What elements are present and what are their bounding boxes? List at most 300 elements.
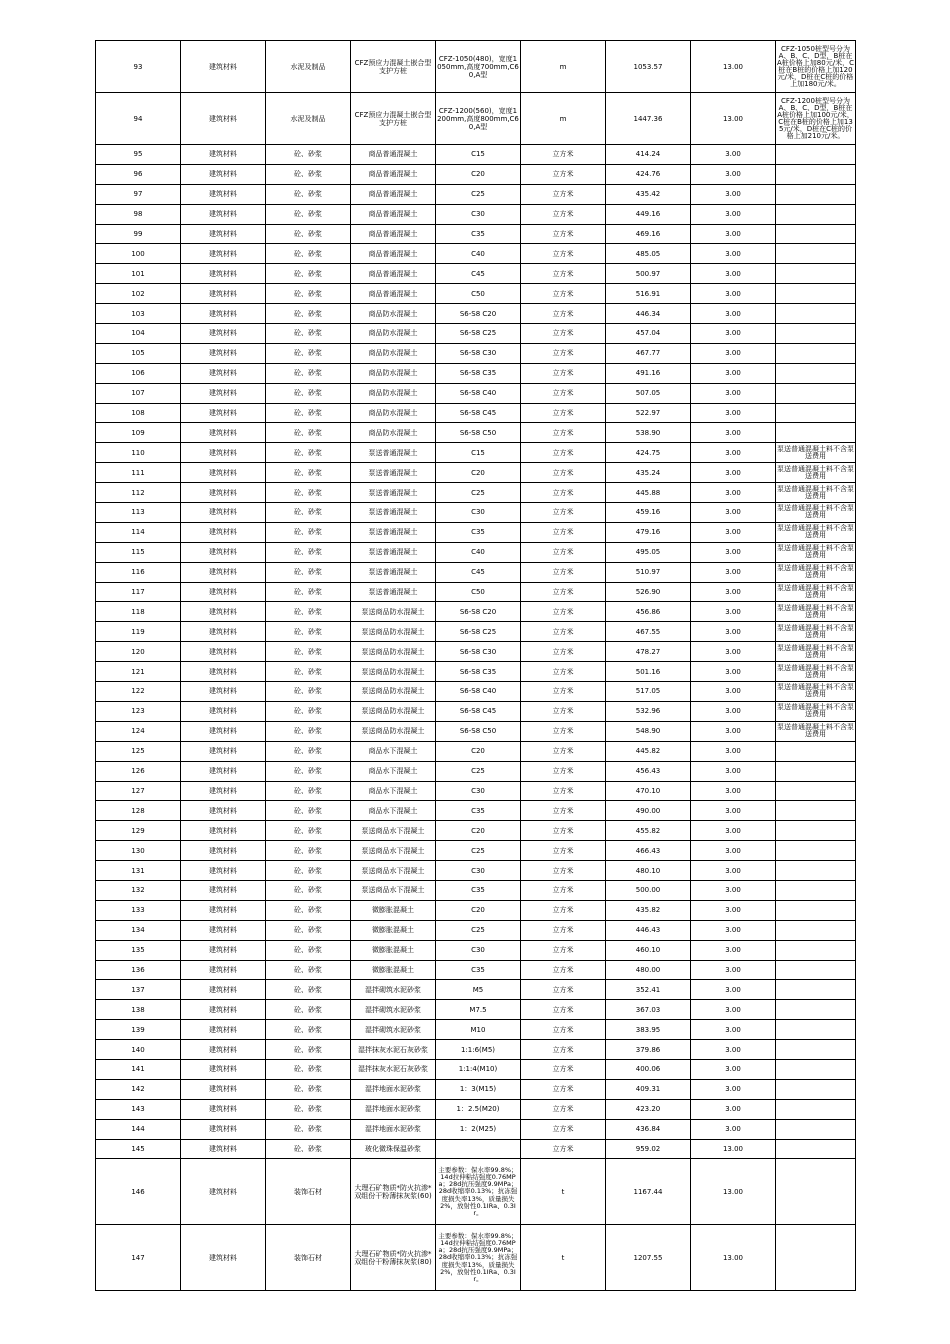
cell-price: 538.90 [606, 423, 691, 443]
cell-no: 146 [96, 1159, 181, 1225]
cell-spec: S6-S8 C20 [436, 304, 521, 324]
cell-no: 105 [96, 343, 181, 363]
cell-name: CFZ预应力混凝土嵌合型支护方桩 [351, 41, 436, 93]
table-row [96, 1079, 856, 1099]
cell-no: 110 [96, 443, 181, 463]
table-row [96, 93, 856, 145]
cell-name: 泵送商品水下混凝土 [351, 861, 436, 881]
cell-category: 建筑材料 [181, 682, 266, 702]
cell-category: 建筑材料 [181, 920, 266, 940]
cell-spec: S6-S8 C45 [436, 403, 521, 423]
cell-unit: 立方米 [521, 861, 606, 881]
cell-subcategory: 砼、砂浆 [266, 701, 351, 721]
cell-no: 101 [96, 264, 181, 284]
cell-name: 商品水下混凝土 [351, 801, 436, 821]
cell-price: 352.41 [606, 980, 691, 1000]
cell-note [776, 801, 856, 821]
cell-subcategory: 砼、砂浆 [266, 900, 351, 920]
table-row [96, 761, 856, 781]
cell-price: 491.16 [606, 363, 691, 383]
cell-spec: M5 [436, 980, 521, 1000]
cell-category: 建筑材料 [181, 821, 266, 841]
cell-tax: 3.00 [691, 761, 776, 781]
cell-unit: 立方米 [521, 244, 606, 264]
cell-no: 100 [96, 244, 181, 264]
cell-price: 507.05 [606, 383, 691, 403]
cell-spec: 1：2(M25) [436, 1119, 521, 1139]
cell-price: 510.97 [606, 562, 691, 582]
cell-subcategory: 砼、砂浆 [266, 324, 351, 344]
table-row [96, 880, 856, 900]
cell-price: 456.43 [606, 761, 691, 781]
cell-unit: 立方米 [521, 602, 606, 622]
cell-name: 商品水下混凝土 [351, 741, 436, 761]
cell-subcategory: 砼、砂浆 [266, 204, 351, 224]
cell-note [776, 1000, 856, 1020]
table-row [96, 701, 856, 721]
cell-spec: S6-S8 C40 [436, 682, 521, 702]
cell-category: 建筑材料 [181, 940, 266, 960]
cell-subcategory: 砼、砂浆 [266, 960, 351, 980]
cell-spec: S6-S8 C30 [436, 642, 521, 662]
cell-unit: 立方米 [521, 184, 606, 204]
cell-category: 建筑材料 [181, 41, 266, 93]
table-row [96, 562, 856, 582]
cell-no: 132 [96, 880, 181, 900]
cell-no: 108 [96, 403, 181, 423]
table-row [96, 184, 856, 204]
cell-category: 建筑材料 [181, 304, 266, 324]
cell-spec: C40 [436, 244, 521, 264]
cell-subcategory: 砼、砂浆 [266, 642, 351, 662]
cell-price: 517.05 [606, 682, 691, 702]
cell-unit: 立方米 [521, 423, 606, 443]
cell-unit: 立方米 [521, 841, 606, 861]
cell-no: 96 [96, 164, 181, 184]
cell-subcategory: 砼、砂浆 [266, 1040, 351, 1060]
cell-no: 142 [96, 1079, 181, 1099]
cell-price: 478.27 [606, 642, 691, 662]
cell-category: 建筑材料 [181, 1119, 266, 1139]
table-row [96, 522, 856, 542]
cell-subcategory: 砼、砂浆 [266, 1079, 351, 1099]
cell-category: 建筑材料 [181, 1139, 266, 1159]
cell-name: 商品普通混凝土 [351, 264, 436, 284]
cell-unit: 立方米 [521, 363, 606, 383]
cell-price: 490.00 [606, 801, 691, 821]
cell-name: 湿拌地面水泥砂浆 [351, 1079, 436, 1099]
cell-spec: C20 [436, 741, 521, 761]
cell-spec: C50 [436, 582, 521, 602]
cell-subcategory: 装饰石材 [266, 1225, 351, 1291]
cell-subcategory: 砼、砂浆 [266, 841, 351, 861]
cell-category: 建筑材料 [181, 503, 266, 523]
cell-no: 125 [96, 741, 181, 761]
cell-spec: C25 [436, 483, 521, 503]
cell-subcategory: 砼、砂浆 [266, 861, 351, 881]
cell-spec [436, 1139, 521, 1159]
cell-no: 133 [96, 900, 181, 920]
cell-note: 泵送普通混凝土料不含泵送费用 [776, 522, 856, 542]
table-row [96, 343, 856, 363]
cell-note: 泵送普通混凝土料不含泵送费用 [776, 443, 856, 463]
table-row [96, 204, 856, 224]
cell-tax: 3.00 [691, 443, 776, 463]
cell-subcategory: 砼、砂浆 [266, 920, 351, 940]
cell-price: 469.16 [606, 224, 691, 244]
cell-note [776, 184, 856, 204]
cell-category: 建筑材料 [181, 343, 266, 363]
cell-tax: 13.00 [691, 41, 776, 93]
cell-note [776, 383, 856, 403]
cell-spec: C35 [436, 960, 521, 980]
cell-subcategory: 砼、砂浆 [266, 443, 351, 463]
cell-unit: 立方米 [521, 1139, 606, 1159]
cell-spec: C35 [436, 801, 521, 821]
table-row [96, 1225, 856, 1291]
cell-no: 141 [96, 1059, 181, 1079]
cell-spec: CFZ-1200(560)，宽度1200mm,高度800mm,C60,A型 [436, 93, 521, 145]
cell-no: 113 [96, 503, 181, 523]
cell-spec: 主要参数：保水率99.8%；14d拉伸粘结强度0.76MPa；28d抗压强度9.9MPa；28d收缩率0.13%；抗冻强度损失率13%，质量损失2%，放射性0.1IRa、0.3Ir。 [436, 1159, 521, 1225]
cell-unit: 立方米 [521, 562, 606, 582]
cell-category: 建筑材料 [181, 1059, 266, 1079]
cell-price: 1447.36 [606, 93, 691, 145]
cell-note [776, 363, 856, 383]
cell-note: CFZ-1050桩型号分为A、B、C、D型，B桩在A桩价格上加80元/米，C桩在B桩的价格上加120元/米，D桩在C桩的价格上加180元/米。 [776, 41, 856, 93]
cell-note: CFZ-1200桩型号分为A、B、C、D型，B桩在A桩价格上加100元/米，C桩在B桩的价格上加135元/米，D桩在C桩的价格上加210元/米。 [776, 93, 856, 145]
cell-category: 建筑材料 [181, 1159, 266, 1225]
cell-tax: 3.00 [691, 642, 776, 662]
cell-tax: 3.00 [691, 244, 776, 264]
cell-tax: 3.00 [691, 1099, 776, 1119]
cell-note [776, 761, 856, 781]
table-row [96, 1099, 856, 1119]
table-row [96, 164, 856, 184]
cell-no: 135 [96, 940, 181, 960]
cell-spec: 主要参数：保水率99.8%；14d拉伸粘结强度0.76MPa；28d抗压强度9.9MPa；28d收缩率0.13%；抗冻强度损失率13%，质量损失2%，放射性0.1IRa、0.3Ir。 [436, 1225, 521, 1291]
cell-category: 建筑材料 [181, 542, 266, 562]
cell-price: 1053.57 [606, 41, 691, 93]
cell-price: 501.16 [606, 662, 691, 682]
cell-spec: C20 [436, 821, 521, 841]
cell-unit: t [521, 1225, 606, 1291]
cell-name: CFZ预应力混凝土嵌合型支护方桩 [351, 93, 436, 145]
cell-tax: 3.00 [691, 741, 776, 761]
cell-price: 424.76 [606, 164, 691, 184]
cell-category: 建筑材料 [181, 383, 266, 403]
cell-tax: 3.00 [691, 224, 776, 244]
cell-subcategory: 砼、砂浆 [266, 741, 351, 761]
cell-price: 445.88 [606, 483, 691, 503]
cell-no: 103 [96, 304, 181, 324]
cell-name: 泵送商品防水混凝土 [351, 721, 436, 741]
cell-price: 467.77 [606, 343, 691, 363]
cell-spec: C45 [436, 562, 521, 582]
table-row [96, 1059, 856, 1079]
cell-spec: C45 [436, 264, 521, 284]
cell-price: 470.10 [606, 781, 691, 801]
table-row [96, 741, 856, 761]
cell-no: 95 [96, 145, 181, 165]
cell-unit: 立方米 [521, 642, 606, 662]
cell-name: 泵送商品防水混凝土 [351, 682, 436, 702]
cell-spec: C15 [436, 145, 521, 165]
cell-unit: 立方米 [521, 1099, 606, 1119]
cell-name: 泵送商品水下混凝土 [351, 821, 436, 841]
cell-unit: 立方米 [521, 204, 606, 224]
cell-unit: 立方米 [521, 264, 606, 284]
cell-name: 商品普通混凝土 [351, 244, 436, 264]
table-body [96, 41, 856, 1291]
cell-unit: 立方米 [521, 1079, 606, 1099]
cell-spec: C30 [436, 861, 521, 881]
cell-no: 145 [96, 1139, 181, 1159]
cell-spec: C30 [436, 940, 521, 960]
cell-spec: C50 [436, 284, 521, 304]
cell-tax: 3.00 [691, 1020, 776, 1040]
cell-unit: 立方米 [521, 622, 606, 642]
cell-note [776, 1225, 856, 1291]
cell-tax: 3.00 [691, 701, 776, 721]
cell-subcategory: 砼、砂浆 [266, 363, 351, 383]
cell-name: 商品防水混凝土 [351, 383, 436, 403]
cell-no: 147 [96, 1225, 181, 1291]
cell-unit: 立方米 [521, 721, 606, 741]
table-row [96, 483, 856, 503]
cell-spec: C35 [436, 224, 521, 244]
table-row [96, 920, 856, 940]
cell-category: 建筑材料 [181, 1000, 266, 1020]
cell-tax: 3.00 [691, 920, 776, 940]
cell-no: 129 [96, 821, 181, 841]
cell-name: 微膨胀混凝土 [351, 940, 436, 960]
cell-tax: 3.00 [691, 940, 776, 960]
cell-tax: 3.00 [691, 1079, 776, 1099]
cell-unit: m [521, 93, 606, 145]
cell-price: 445.82 [606, 741, 691, 761]
cell-name: 商品防水混凝土 [351, 304, 436, 324]
cell-subcategory: 砼、砂浆 [266, 761, 351, 781]
cell-tax: 3.00 [691, 164, 776, 184]
cell-subcategory: 砼、砂浆 [266, 343, 351, 363]
cell-category: 建筑材料 [181, 960, 266, 980]
cell-note [776, 403, 856, 423]
cell-no: 124 [96, 721, 181, 741]
cell-price: 446.34 [606, 304, 691, 324]
cell-name: 泵送商品水下混凝土 [351, 880, 436, 900]
cell-name: 商品防水混凝土 [351, 403, 436, 423]
cell-spec: 1：3(M15) [436, 1079, 521, 1099]
price-table-page [95, 40, 855, 1291]
cell-no: 102 [96, 284, 181, 304]
cell-spec: C25 [436, 761, 521, 781]
table-row [96, 781, 856, 801]
cell-name: 商品普通混凝土 [351, 145, 436, 165]
cell-subcategory: 砼、砂浆 [266, 1059, 351, 1079]
cell-name: 湿拌砌筑水泥砂浆 [351, 1000, 436, 1020]
cell-price: 467.55 [606, 622, 691, 642]
cell-no: 117 [96, 582, 181, 602]
table-row [96, 1040, 856, 1060]
table-row [96, 304, 856, 324]
cell-price: 500.00 [606, 880, 691, 900]
cell-price: 435.24 [606, 463, 691, 483]
cell-name: 泵送普通混凝土 [351, 503, 436, 523]
cell-note [776, 960, 856, 980]
cell-spec: 1:1:6(M5) [436, 1040, 521, 1060]
cell-no: 99 [96, 224, 181, 244]
cell-name: 泵送商品防水混凝土 [351, 602, 436, 622]
cell-tax: 3.00 [691, 781, 776, 801]
cell-category: 建筑材料 [181, 721, 266, 741]
cell-subcategory: 砼、砂浆 [266, 304, 351, 324]
cell-note: 泵送普通混凝土料不含泵送费用 [776, 483, 856, 503]
cell-unit: 立方米 [521, 1000, 606, 1020]
cell-note [776, 284, 856, 304]
cell-name: 商品水下混凝土 [351, 781, 436, 801]
cell-name: 微膨胀混凝土 [351, 960, 436, 980]
cell-category: 建筑材料 [181, 284, 266, 304]
cell-unit: 立方米 [521, 324, 606, 344]
cell-spec: 1:1:4(M10) [436, 1059, 521, 1079]
cell-price: 485.05 [606, 244, 691, 264]
cell-unit: 立方米 [521, 701, 606, 721]
cell-name: 玻化微珠保温砂浆 [351, 1139, 436, 1159]
cell-unit: 立方米 [521, 940, 606, 960]
cell-unit: 立方米 [521, 682, 606, 702]
cell-category: 建筑材料 [181, 662, 266, 682]
cell-unit: 立方米 [521, 920, 606, 940]
cell-tax: 3.00 [691, 324, 776, 344]
cell-unit: 立方米 [521, 383, 606, 403]
cell-category: 建筑材料 [181, 980, 266, 1000]
cell-category: 建筑材料 [181, 423, 266, 443]
cell-price: 367.03 [606, 1000, 691, 1020]
cell-unit: 立方米 [521, 1020, 606, 1040]
table-row [96, 284, 856, 304]
cell-note [776, 264, 856, 284]
cell-price: 516.91 [606, 284, 691, 304]
cell-note: 泵送普通混凝土料不含泵送费用 [776, 642, 856, 662]
cell-category: 建筑材料 [181, 145, 266, 165]
cell-tax: 3.00 [691, 145, 776, 165]
cell-name: 泵送普通混凝土 [351, 582, 436, 602]
cell-tax: 3.00 [691, 861, 776, 881]
cell-no: 122 [96, 682, 181, 702]
cell-subcategory: 砼、砂浆 [266, 821, 351, 841]
cell-tax: 13.00 [691, 93, 776, 145]
cell-tax: 3.00 [691, 522, 776, 542]
cell-unit: 立方米 [521, 463, 606, 483]
cell-price: 449.16 [606, 204, 691, 224]
cell-tax: 3.00 [691, 900, 776, 920]
cell-no: 94 [96, 93, 181, 145]
cell-subcategory: 砼、砂浆 [266, 503, 351, 523]
cell-price: 379.86 [606, 1040, 691, 1060]
cell-category: 建筑材料 [181, 741, 266, 761]
cell-price: 423.20 [606, 1099, 691, 1119]
cell-no: 115 [96, 542, 181, 562]
cell-spec: S6-S8 C25 [436, 622, 521, 642]
cell-no: 131 [96, 861, 181, 881]
cell-tax: 3.00 [691, 463, 776, 483]
table-row [96, 383, 856, 403]
cell-note: 泵送普通混凝土料不含泵送费用 [776, 562, 856, 582]
cell-note [776, 204, 856, 224]
cell-unit: 立方米 [521, 483, 606, 503]
cell-price: 456.86 [606, 602, 691, 622]
cell-unit: 立方米 [521, 880, 606, 900]
cell-note [776, 224, 856, 244]
cell-unit: 立方米 [521, 960, 606, 980]
cell-note [776, 1040, 856, 1060]
table-row [96, 602, 856, 622]
cell-category: 建筑材料 [181, 164, 266, 184]
cell-spec: S6-S8 C25 [436, 324, 521, 344]
cell-note: 泵送普通混凝土料不含泵送费用 [776, 721, 856, 741]
cell-tax: 3.00 [691, 1059, 776, 1079]
cell-no: 126 [96, 761, 181, 781]
cell-tax: 3.00 [691, 582, 776, 602]
cell-category: 建筑材料 [181, 483, 266, 503]
cell-subcategory: 砼、砂浆 [266, 1020, 351, 1040]
cell-subcategory: 砼、砂浆 [266, 662, 351, 682]
cell-name: 商品防水混凝土 [351, 343, 436, 363]
cell-category: 建筑材料 [181, 602, 266, 622]
cell-spec: S6-S8 C40 [436, 383, 521, 403]
table-row [96, 642, 856, 662]
table-row [96, 443, 856, 463]
cell-tax: 3.00 [691, 204, 776, 224]
cell-unit: 立方米 [521, 980, 606, 1000]
cell-spec: S6-S8 C50 [436, 721, 521, 741]
cell-name: 商品防水混凝土 [351, 423, 436, 443]
cell-spec: S6-S8 C30 [436, 343, 521, 363]
cell-name: 商品普通混凝土 [351, 204, 436, 224]
cell-tax: 3.00 [691, 403, 776, 423]
cell-price: 455.82 [606, 821, 691, 841]
cell-subcategory: 砼、砂浆 [266, 403, 351, 423]
cell-price: 457.04 [606, 324, 691, 344]
cell-price: 959.02 [606, 1139, 691, 1159]
cell-no: 107 [96, 383, 181, 403]
cell-name: 湿拌地面水泥砂浆 [351, 1099, 436, 1119]
cell-category: 建筑材料 [181, 443, 266, 463]
cell-unit: 立方米 [521, 503, 606, 523]
cell-unit: 立方米 [521, 224, 606, 244]
cell-spec: C20 [436, 900, 521, 920]
cell-unit: t [521, 1159, 606, 1225]
cell-subcategory: 砼、砂浆 [266, 423, 351, 443]
cell-note [776, 1139, 856, 1159]
cell-name: 泵送普通混凝土 [351, 522, 436, 542]
cell-note [776, 304, 856, 324]
cell-subcategory: 装饰石材 [266, 1159, 351, 1225]
cell-note [776, 1079, 856, 1099]
cell-price: 409.31 [606, 1079, 691, 1099]
cell-unit: 立方米 [521, 1059, 606, 1079]
cell-category: 建筑材料 [181, 463, 266, 483]
cell-price: 548.90 [606, 721, 691, 741]
cell-category: 建筑材料 [181, 1040, 266, 1060]
cell-subcategory: 砼、砂浆 [266, 980, 351, 1000]
cell-note: 泵送普通混凝土料不含泵送费用 [776, 542, 856, 562]
cell-category: 建筑材料 [181, 93, 266, 145]
cell-tax: 3.00 [691, 542, 776, 562]
cell-unit: 立方米 [521, 741, 606, 761]
cell-no: 144 [96, 1119, 181, 1139]
